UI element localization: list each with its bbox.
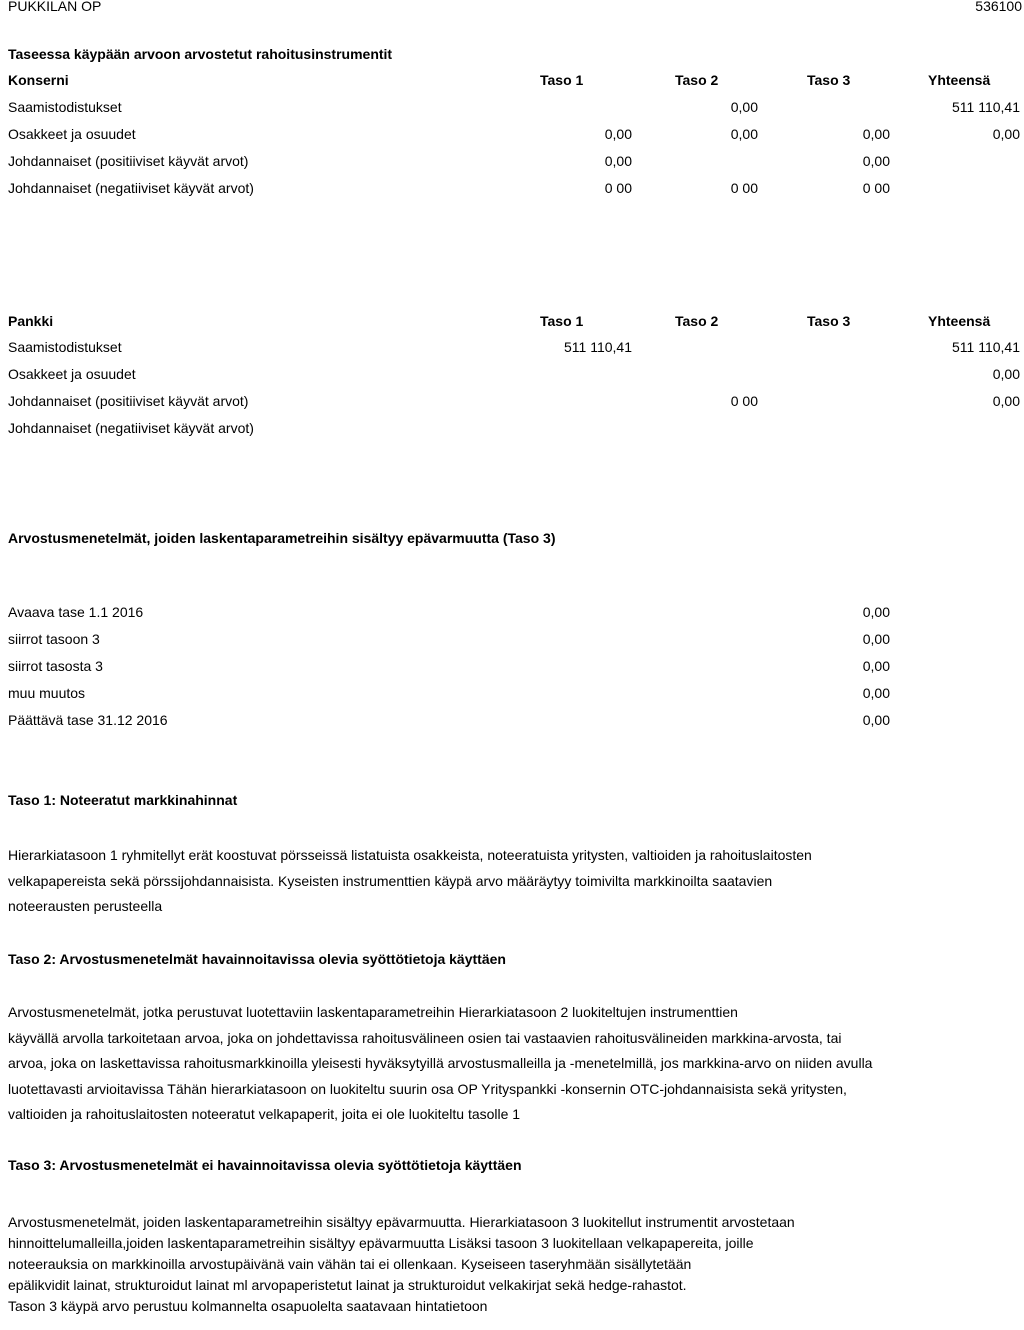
taso1-heading: Taso 1: Noteeratut markkinahinnat bbox=[8, 792, 238, 808]
konserni-header-taso3: Taso 3 bbox=[807, 72, 851, 88]
konserni-row-label: Johdannaiset (positiiviset käyvät arvot) bbox=[8, 153, 249, 169]
movement-row-value: 0,00 bbox=[862, 685, 890, 701]
pankki-row-label: Saamistodistukset bbox=[8, 339, 122, 355]
paragraph-line: Tason 3 käypä arvo perustuu kolmannelta osapuolelta saatavaan hintatietoon bbox=[8, 1298, 488, 1314]
konserni-cell-taso1: 0,00 bbox=[604, 126, 632, 142]
movement-row-label: Avaava tase 1.1 2016 bbox=[8, 604, 144, 620]
paragraph-line: velkapapereista sekä pörssijohdannaisista. Kyseisten instrumenttien käypä arvo määräytyy toimivilta markkinoilta saatavien bbox=[8, 872, 773, 889]
konserni-header-total: Yhteensä bbox=[928, 72, 991, 88]
movement-row-value: 0,00 bbox=[862, 658, 890, 674]
main-title: Taseessa käypään arvoon arvostetut rahoitusinstrumentit bbox=[8, 46, 393, 62]
paragraph-line: Arvostusmenetelmät, jotka perustuvat luotettaviin laskentaparametreihin Hierarkiatasoon 2 luokiteltujen instrumenttien bbox=[8, 1004, 738, 1020]
movement-row-value: 0,00 bbox=[862, 604, 890, 620]
paragraph-line: valtioiden ja rahoituslaitosten noteeratut velkapaperit, joita ei ole luokiteltu tasolle 1 bbox=[8, 1106, 521, 1122]
pankki-header-total: Yhteensä bbox=[928, 313, 991, 329]
pankki-cell-taso1: 511 110,41 bbox=[564, 339, 632, 355]
bank-code: 536100 bbox=[975, 0, 1022, 14]
konserni-cell-total: 0,00 bbox=[992, 126, 1020, 142]
movement-row-value: 0,00 bbox=[862, 712, 890, 728]
paragraph-line: Hierarkiatasoon 1 ryhmitellyt erät koostuvat pörsseissä listatuista osakkeista, noteeratuista yritysten, valtioiden ja rahoituslaitosten bbox=[8, 847, 812, 863]
konserni-header-taso1: Taso 1 bbox=[540, 72, 584, 88]
taso3-paragraph bbox=[8, 1212, 795, 1317]
pankki-row-label: Johdannaiset (positiiviset käyvät arvot) bbox=[8, 393, 249, 409]
pankki-header-label: Pankki bbox=[8, 313, 54, 329]
pankki-row-label: Johdannaiset (negatiiviset käyvät arvot) bbox=[8, 420, 254, 436]
taso2-heading: Taso 2: Arvostusmenetelmät havainnoitavissa olevia syöttötietoja käyttäen bbox=[8, 951, 506, 967]
konserni-cell-taso2: 0,00 bbox=[730, 99, 758, 115]
taso3-heading: Taso 3: Arvostusmenetelmät ei havainnoitavissa olevia syöttötietoja käyttäen bbox=[8, 1157, 522, 1173]
taso2-paragraph bbox=[8, 1000, 872, 1128]
paragraph-line: noteerauksia on markkinoilla arvostupäivänä vain vähän tai ei ollenkaan. Kyseiseen taseryhmään sisällytetään bbox=[8, 1256, 692, 1272]
paragraph-line: hinnoittelumalleilla,joiden laskentaparametreihin sisältyy epävarmuutta Lisäksi tasoon 3 luokitellaan velkapapereita, joille bbox=[8, 1235, 754, 1251]
konserni-cell-taso2: 0 00 bbox=[730, 180, 758, 196]
konserni-cell-total: 511 110,41 bbox=[952, 99, 1020, 115]
movement-row-value: 0,00 bbox=[862, 631, 890, 647]
bank-name: PUKKILAN OP bbox=[8, 0, 102, 14]
konserni-cell-taso3: 0 00 bbox=[862, 180, 890, 196]
movement-row-label: siirrot tasoon 3 bbox=[8, 631, 100, 647]
taso3-section-title: Arvostusmenetelmät, joiden laskentaparametreihin sisältyy epävarmuutta (Taso 3) bbox=[8, 530, 556, 546]
konserni-header-taso2: Taso 2 bbox=[675, 72, 719, 88]
paragraph-line: noteerausten perusteella bbox=[8, 898, 163, 914]
pankki-header-taso1: Taso 1 bbox=[540, 313, 584, 329]
konserni-cell-taso3: 0,00 bbox=[862, 126, 890, 142]
paragraph-line: arvoa, joka on laskettavissa rahoitusmarkkinoilla yleisesti hyväksytyillä arvostusmalleilla ja -menetelmillä, jos markkina-arvo on niiden avulla bbox=[8, 1055, 873, 1071]
konserni-row-label: Osakkeet ja osuudet bbox=[8, 126, 136, 142]
paragraph-line: luotettavasti arvioitavissa Tähän hierarkiatasoon on luokiteltu suurin osa OP Yrityspankki -konsernin OTC-johdannaisista sekä yritysten, bbox=[8, 1080, 847, 1097]
movement-row-label: muu muutos bbox=[8, 685, 86, 701]
movement-row-label: siirrot tasosta 3 bbox=[8, 658, 103, 674]
movement-row-label: Päättävä tase 31.12 2016 bbox=[8, 712, 168, 728]
konserni-header-label: Konserni bbox=[8, 72, 69, 88]
pankki-cell-total: 511 110,41 bbox=[952, 339, 1020, 355]
konserni-cell-taso2: 0,00 bbox=[730, 126, 758, 142]
konserni-row-label: Johdannaiset (negatiiviset käyvät arvot) bbox=[8, 180, 254, 196]
konserni-cell-taso3: 0,00 bbox=[862, 153, 890, 169]
taso1-paragraph bbox=[8, 843, 812, 920]
pankki-cell-total: 0,00 bbox=[992, 366, 1020, 382]
paragraph-line: käyvällä arvolla tarkoitetaan arvoa, joka on johdettavissa rahoitusvälineen osien tai vastaavien rahoitusvälineiden markkina-arvosta, tai bbox=[8, 1029, 842, 1046]
pankki-cell-taso2: 0 00 bbox=[730, 393, 758, 409]
pankki-row-label: Osakkeet ja osuudet bbox=[8, 366, 136, 382]
konserni-cell-taso1: 0 00 bbox=[604, 180, 632, 196]
konserni-cell-taso1: 0,00 bbox=[604, 153, 632, 169]
pankki-header-taso2: Taso 2 bbox=[675, 313, 719, 329]
pankki-cell-total: 0,00 bbox=[992, 393, 1020, 409]
paragraph-line: Arvostusmenetelmät, joiden laskentaparametreihin sisältyy epävarmuutta. Hierarkiatasoon 3 luokitellut instrumentit arvostetaan bbox=[8, 1214, 795, 1230]
paragraph-line: epälikvidit lainat, strukturoidut lainat ml arvopaperistetut lainat ja strukturoidut velkakirjat sekä hedge-rahastot. bbox=[8, 1277, 687, 1293]
konserni-row-label: Saamistodistukset bbox=[8, 99, 122, 115]
pankki-header-taso3: Taso 3 bbox=[807, 313, 851, 329]
